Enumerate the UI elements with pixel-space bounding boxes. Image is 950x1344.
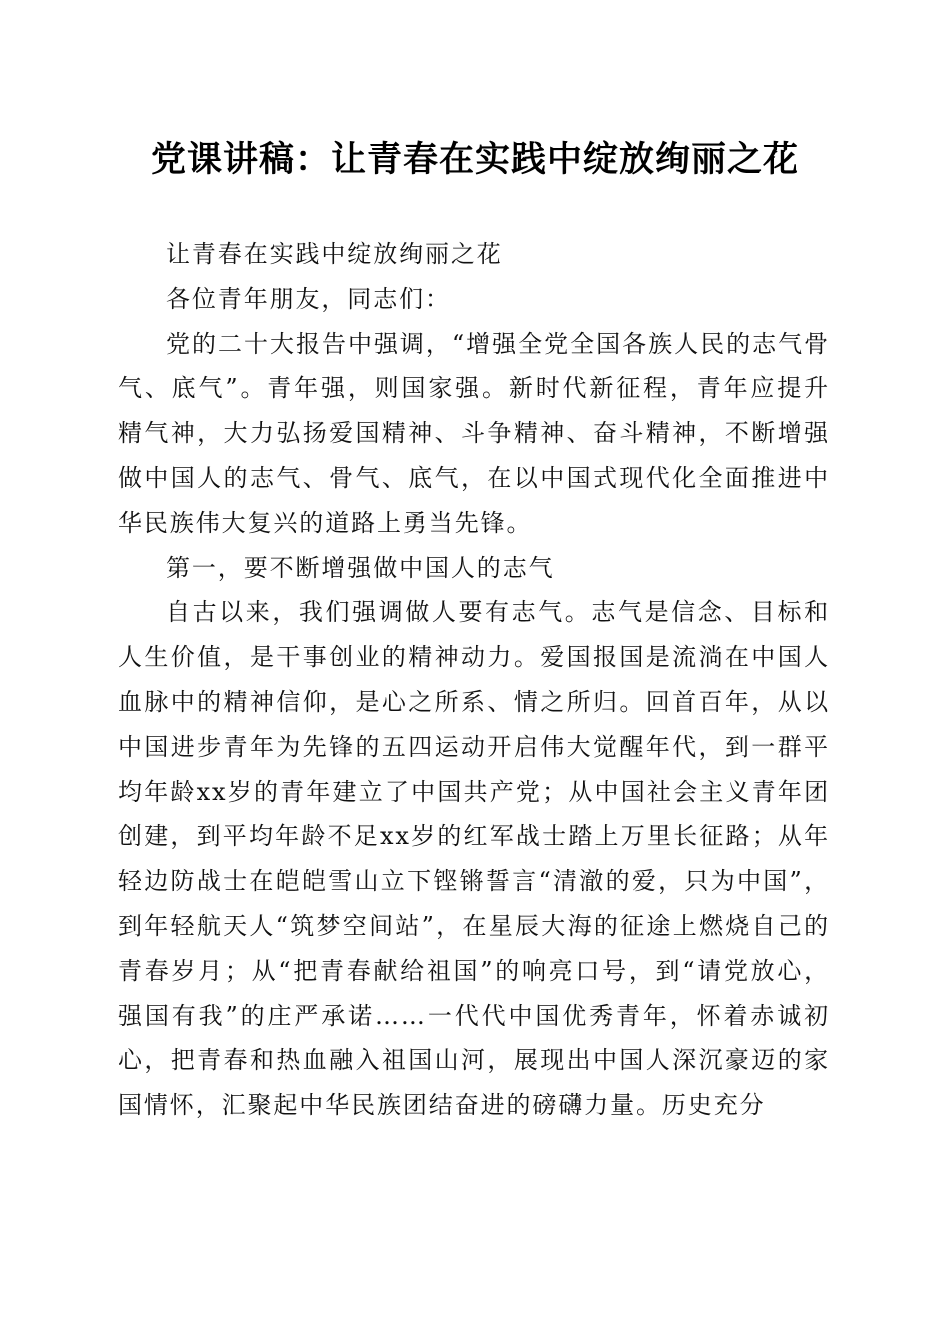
section-paragraph: 自古以来，我们强调做人要有志气。志气是信念、目标和人生价值，是干事创业的精神动力。爱国报国是流淌在中国人血脉中的精神信仰，是心之所系、情之所归。回首百年，从以中国进步青年为先锋的五四运动开启伟大觉醒年代，到一群平均年龄xx岁的青年建立了中国共产党；从中国社会主义青年团创建，到平均年龄不足xx岁的红军战士踏上万里长征路；从年轻边防战士在皑皑雪山立下铿锵誓言“清澈的爱，只为中国”，到年轻航天人“筑梦空间站”，在星辰大海的征途上燃烧自己的青春岁月；从“把青春献给祖国”的响亮口号，到“请党放心，强国有我”的庄严承诺……一代代中国优秀青年，怀着赤诚初心，把青春和热血融入祖国山河，展现出中国人深沉豪迈的家国情怀，汇聚起中华民族团结奋进的磅礴力量。历史充分 <box>118 598 830 1120</box>
subtitle-paragraph: 让青春在实践中绽放绚丽之花 <box>166 240 503 268</box>
section-heading: 第一，要不断增强做中国人的志气 <box>166 553 555 582</box>
salutation-paragraph: 各位青年朋友，同志们： <box>166 284 451 313</box>
intro-paragraph: 党的二十大报告中强调，“增强全党全国各族人民的志气骨气、底气”。青年强，则国家强。新时代新征程，青年应提升精气神，大力弘扬爱国精神、斗争精神、奋斗精神，不断增强做中国人的志气、骨气、底气，在以中国式现代化全面推进中华民族伟大复兴的道路上勇当先锋。 <box>118 329 830 537</box>
document-body <box>118 232 830 1128</box>
document-title: 党课讲稿：让青春在实践中绽放绚丽之花 <box>150 139 799 180</box>
